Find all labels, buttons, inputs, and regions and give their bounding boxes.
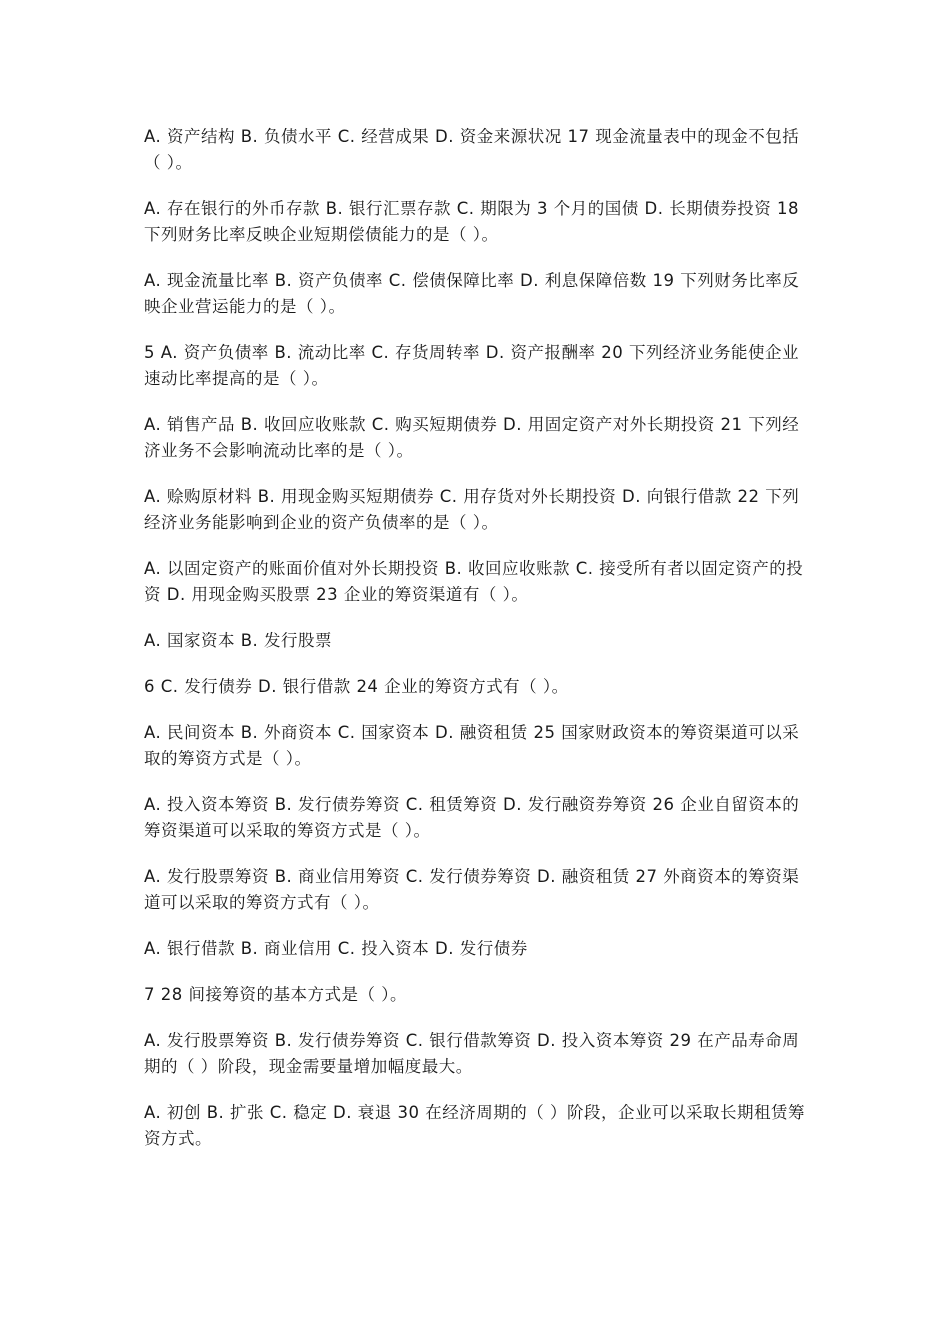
paragraph-4: 5 A. 资产负债率 B. 流动比率 C. 存货周转率 D. 资产报酬率 20 下列经济业务能使企业速动比率提高的是（ ）。 bbox=[144, 343, 799, 388]
paragraph-3: A. 现金流量比率 B. 资产负债率 C. 偿债保障比率 D. 利息保障倍数 19 下列财务比率反映企业营运能力的是（ ）。 bbox=[144, 271, 800, 316]
paragraph-2: A. 存在银行的外币存款 B. 银行汇票存款 C. 期限为 3 个月的国债 D. 长期债券投资 18 下列财务比率反映企业短期偿债能力的是（ ）。 bbox=[144, 199, 799, 244]
paragraph-12: A. 发行股票筹资 B. 商业信用筹资 C. 发行债券筹资 D. 融资租赁 27 外商资本的筹资渠道可以采取的筹资方式有（ ）。 bbox=[144, 867, 800, 912]
paragraph-6: A. 赊购原材料 B. 用现金购买短期债券 C. 用存货对外长期投资 D. 向银行借款 22 下列经济业务能影响到企业的资产负债率的是（ ）。 bbox=[144, 487, 800, 532]
paragraph-14: 7 28 间接筹资的基本方式是（ ）。 bbox=[144, 985, 407, 1004]
document-page bbox=[144, 124, 808, 1172]
paragraph-10: A. 民间资本 B. 外商资本 C. 国家资本 D. 融资租赁 25 国家财政资本的筹资渠道可以采取的筹资方式是（ ）。 bbox=[144, 723, 800, 768]
paragraph-5: A. 销售产品 B. 收回应收账款 C. 购买短期债券 D. 用固定资产对外长期投资 21 下列经济业务不会影响流动比率的是（ ）。 bbox=[144, 415, 800, 460]
paragraph-13: A. 银行借款 B. 商业信用 C. 投入资本 D. 发行债券 bbox=[144, 939, 528, 958]
paragraph-7: A. 以固定资产的账面价值对外长期投资 B. 收回应收账款 C. 接受所有者以固定资产的投资 D. 用现金购买股票 23 企业的筹资渠道有（ ）。 bbox=[144, 559, 804, 604]
paragraph-11: A. 投入资本筹资 B. 发行债券筹资 C. 租赁筹资 D. 发行融资券筹资 26 企业自留资本的筹资渠道可以采取的筹资方式是（ ）。 bbox=[144, 795, 800, 840]
paragraph-16: A. 初创 B. 扩张 C. 稳定 D. 衰退 30 在经济周期的（ ）阶段，企业可以采取长期租赁筹资方式。 bbox=[144, 1103, 805, 1148]
paragraph-15: A. 发行股票筹资 B. 发行债券筹资 C. 银行借款筹资 D. 投入资本筹资 29 在产品寿命周期的（ ）阶段，现金需要量增加幅度最大。 bbox=[144, 1031, 800, 1076]
paragraph-9: 6 C. 发行债券 D. 银行借款 24 企业的筹资方式有（ ）。 bbox=[144, 677, 569, 696]
paragraph-8: A. 国家资本 B. 发行股票 bbox=[144, 631, 333, 650]
paragraph-1: A. 资产结构 B. 负债水平 C. 经营成果 D. 资金来源状况 17 现金流量表中的现金不包括（ ）。 bbox=[144, 127, 800, 172]
